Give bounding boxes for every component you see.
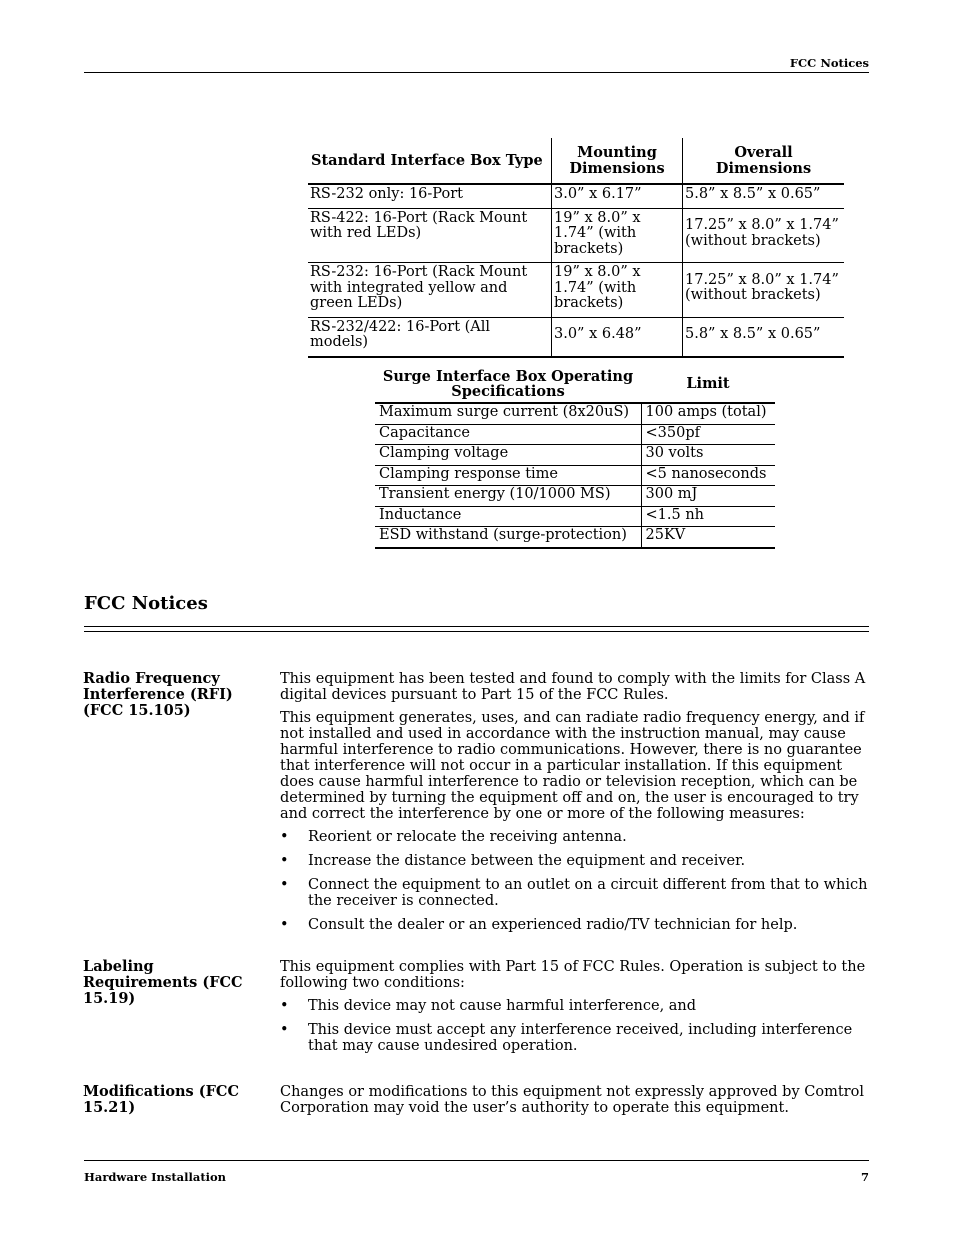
list-item-text: Increase the distance between the equipment and receiver.	[308, 853, 746, 869]
table-row	[308, 184, 844, 208]
table-row	[375, 445, 775, 466]
table-cell: Clamping response time	[375, 465, 641, 486]
section-title: FCC Notices	[84, 593, 208, 614]
table-header-row	[308, 138, 844, 184]
labeling-body	[280, 959, 870, 1062]
table-cell: 17.25” x 8.0” x 1.74” (without brackets)	[683, 263, 845, 318]
surge-specifications-table	[375, 366, 775, 549]
table-header-row	[375, 366, 775, 403]
interface-box-dimensions-table	[308, 138, 844, 358]
list-item-text: Connect the equipment to an outlet on a circuit different from that to which the receiver is connected.	[308, 877, 868, 909]
rfi-body	[280, 671, 870, 941]
table-cell: 100 amps (total)	[641, 403, 775, 424]
table-row	[375, 465, 775, 486]
list-item-text: This device may not cause harmful interference, and	[308, 998, 697, 1014]
list-item	[280, 1022, 870, 1054]
column-header: Standard Interface Box Type	[308, 138, 552, 184]
table-cell: <350pf	[641, 424, 775, 445]
labeling-side-heading: Labeling Requirements (FCC 15.19)	[83, 958, 243, 1007]
table-row	[308, 317, 844, 357]
list-item	[280, 917, 870, 933]
footer-section-title: Hardware Installation	[84, 1170, 227, 1184]
bullet-icon: •	[280, 1022, 289, 1038]
table-cell: <1.5 nh	[641, 506, 775, 527]
bullet-list	[280, 829, 870, 933]
paragraph: This equipment complies with Part 15 of FCC Rules. Operation is subject to the following two conditions:	[280, 959, 866, 991]
table-cell: 17.25” x 8.0” x 1.74” (without brackets)	[683, 208, 845, 263]
table-cell: 3.0” x 6.17”	[552, 184, 683, 208]
header-rule	[84, 72, 869, 73]
table-cell: Capacitance	[375, 424, 641, 445]
modifications-side-heading: Modifications (FCC 15.21)	[83, 1083, 240, 1116]
column-header: Overall Dimensions	[683, 138, 845, 184]
list-item	[280, 877, 870, 909]
table-cell: 5.8” x 8.5” x 0.65”	[683, 184, 845, 208]
table-cell: RS-232 only: 16-Port	[308, 184, 552, 208]
table-row	[375, 527, 775, 548]
paragraph: This equipment generates, uses, and can radiate radio frequency energy, and if not installed and used in accordance with the instruction manual, may cause harmful interference to radio communications. However, there is no guarantee that interference will not occur in a particular installation. If this equipment does cause harmful interference to radio or television reception, which can be determined by turning the equipment off and on, the user is encouraged to try and correct the interference by one or more of the following measures:	[280, 710, 865, 822]
running-header-title: FCC Notices	[789, 56, 869, 70]
table-cell: 25KV	[641, 527, 775, 548]
table-cell: RS-232: 16-Port (Rack Mount with integrated yellow and green LEDs)	[308, 263, 552, 318]
table-cell: RS-232/422: 16-Port (All models)	[308, 317, 552, 357]
table-cell: <5 nanoseconds	[641, 465, 775, 486]
list-item	[280, 998, 870, 1014]
list-item	[280, 829, 870, 845]
table-cell: 19” x 8.0” x 1.74” (with brackets)	[552, 208, 683, 263]
rfi-side-heading: Radio Frequency Interference (RFI) (FCC 15.105)	[83, 670, 233, 719]
table-row	[308, 208, 844, 263]
list-item	[280, 853, 870, 869]
table-cell: 19” x 8.0” x 1.74” (with brackets)	[552, 263, 683, 318]
column-header: Mounting Dimensions	[552, 138, 683, 184]
bullet-icon: •	[280, 917, 289, 933]
table-row	[308, 263, 844, 318]
table-cell: RS-422: 16-Port (Rack Mount with red LEDs)	[308, 208, 552, 263]
column-header: Limit	[641, 366, 775, 403]
list-item-text: This device must accept any interference received, including interference that may cause undesired operation.	[308, 1022, 853, 1054]
paragraph: This equipment has been tested and found to comply with the limits for Class A digital devices pursuant to Part 15 of the FCC Rules.	[280, 671, 866, 703]
table-cell: 30 volts	[641, 445, 775, 466]
table-row	[375, 403, 775, 424]
table-row	[375, 486, 775, 507]
table-cell: 5.8” x 8.5” x 0.65”	[683, 317, 845, 357]
bullet-icon: •	[280, 877, 289, 893]
column-header: Surge Interface Box Operating Specifications	[375, 366, 641, 403]
table-cell: Maximum surge current (8x20uS)	[375, 403, 641, 424]
bullet-icon: •	[280, 853, 289, 869]
bullet-list	[280, 998, 870, 1054]
table-row	[375, 424, 775, 445]
page-number: 7	[860, 1170, 869, 1184]
list-item-text: Consult the dealer or an experienced radio/TV technician for help.	[308, 917, 798, 933]
table-cell: ESD withstand (surge-protection)	[375, 527, 641, 548]
table-cell: Clamping voltage	[375, 445, 641, 466]
list-item-text: Reorient or relocate the receiving antenna.	[308, 829, 627, 845]
modifications-body	[280, 1084, 870, 1123]
table-cell: Inductance	[375, 506, 641, 527]
table-cell: Transient energy (10/1000 MS)	[375, 486, 641, 507]
footer-rule	[84, 1160, 869, 1161]
section-rule	[84, 626, 869, 627]
bullet-icon: •	[280, 998, 289, 1014]
table-row	[375, 506, 775, 527]
table-cell: 3.0” x 6.48”	[552, 317, 683, 357]
paragraph: Changes or modifications to this equipment not expressly approved by Comtrol Corporation may void the user’s authority to operate this equipment.	[280, 1084, 864, 1116]
bullet-icon: •	[280, 829, 289, 845]
section-rule	[84, 631, 869, 632]
table-cell: 300 mJ	[641, 486, 775, 507]
